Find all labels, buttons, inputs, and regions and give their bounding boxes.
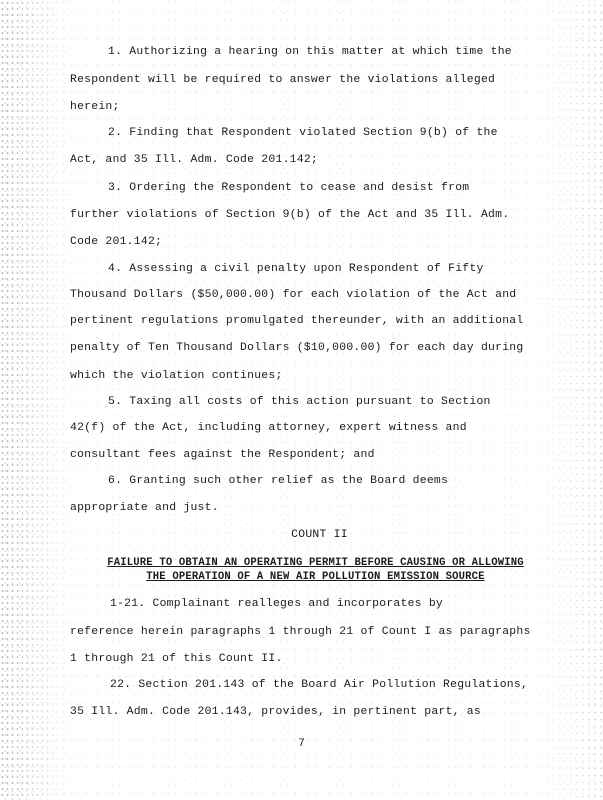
relief-item-2-line-1: 2. Finding that Respondent violated Section 9(b) of the <box>108 127 498 139</box>
relief-item-4-line-5: which the violation continues; <box>70 370 283 382</box>
relief-item-3-line-2: further violations of Section 9(b) of the Act and 35 Ill. Adm. <box>70 209 510 221</box>
relief-item-4-line-3: pertinent regulations promulgated thereunder, with an additional <box>70 315 524 327</box>
relief-item-1-line-1: 1. Authorizing a hearing on this matter at which time the <box>108 46 512 58</box>
count-title: COUNT II <box>291 529 348 541</box>
relief-item-1-line-3: herein; <box>70 101 120 113</box>
paragraph-1-21-line-2: reference herein paragraphs 1 through 21 of Count I as paragraphs <box>70 626 531 638</box>
paragraph-1-21-line-1: 1-21. Complainant realleges and incorporates by <box>110 598 444 610</box>
paragraph-22-line-1: 22. Section 201.143 of the Board Air Pollution Regulations, <box>110 679 529 691</box>
relief-item-5-line-2: 42(f) of the Act, including attorney, expert witness and <box>70 422 467 434</box>
relief-item-2-line-2: Act, and 35 Ill. Adm. Code 201.142; <box>70 154 318 166</box>
relief-item-4-line-1: 4. Assessing a civil penalty upon Respondent of Fifty <box>108 263 484 275</box>
paragraph-22-line-2: 35 Ill. Adm. Code 201.143, provides, in pertinent part, as <box>70 706 481 718</box>
relief-item-5-line-3: consultant fees against the Respondent; and <box>70 449 375 461</box>
relief-item-4-line-2: Thousand Dollars ($50,000.00) for each violation of the Act and <box>70 289 517 301</box>
count-heading-line-2: THE OPERATION OF A NEW AIR POLLUTION EMISSION SOURCE <box>146 571 485 583</box>
relief-item-5-line-1: 5. Taxing all costs of this action pursuant to Section <box>108 396 491 408</box>
relief-item-6-line-1: 6. Granting such other relief as the Board deems <box>108 475 449 487</box>
scan-noise-left <box>0 0 70 800</box>
paragraph-1-21-line-3: 1 through 21 of this Count II. <box>70 653 283 665</box>
relief-item-3-line-1: 3. Ordering the Respondent to cease and desist from <box>108 182 470 194</box>
count-heading-line-1: FAILURE TO OBTAIN AN OPERATING PERMIT BEFORE CAUSING OR ALLOWING <box>107 557 524 569</box>
page-number: 7 <box>298 738 305 750</box>
relief-item-3-line-3: Code 201.142; <box>70 236 163 248</box>
relief-item-1-line-2: Respondent will be required to answer the violations alleged <box>70 74 496 86</box>
relief-item-4-line-4: penalty of Ten Thousand Dollars ($10,000.00) for each day during <box>70 342 524 354</box>
scan-noise-right <box>543 0 603 800</box>
relief-item-6-line-2: appropriate and just. <box>70 502 219 514</box>
